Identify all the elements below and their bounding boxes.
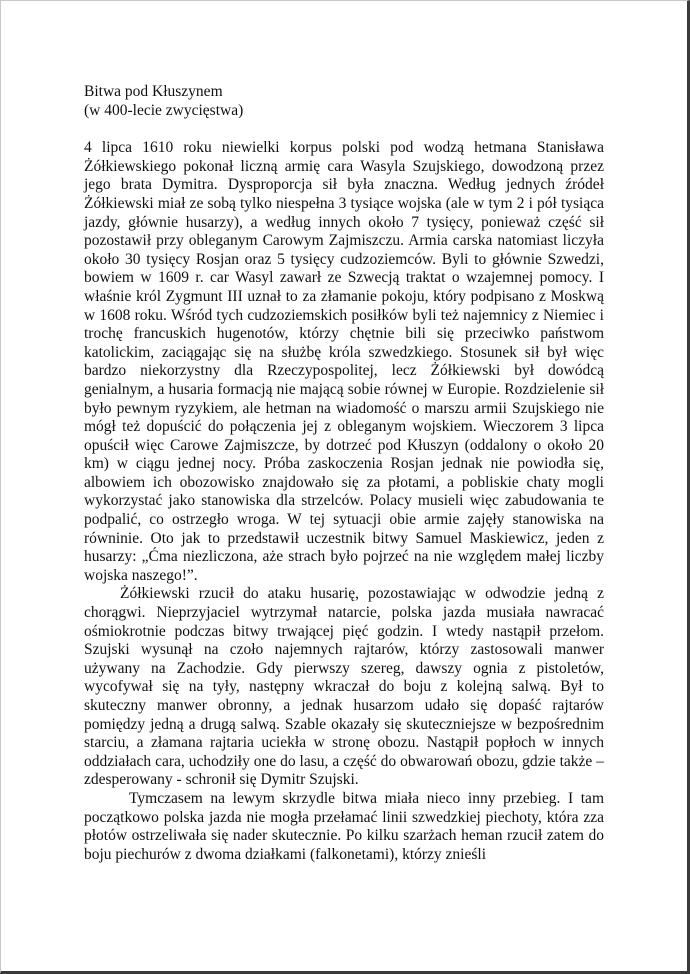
title-spacer: [84, 120, 604, 139]
document-body: [84, 83, 604, 864]
paragraph: Żółkiewski rzucił do ataku husarię, pozostawiając w odwodzie jedną z chorągwi. Nieprzyjaciel wytrzymał natarcie, polska jazda musiała nawracać ośmiokrotnie podczas bitwy trwającej pięć godzin. I wtedy nastąpił przełom. Szujski wysunął na czoło najemnych rajtarów, którzy zastosowali manwer używany na Zachodzie. Gdy pierwszy szereg, dawszy ognia z pistoletów, wycofywał się na tyły, następny wkraczał do boju z kolejną salwą. Był to skuteczny manwer obronny, a jednak husarzom udało się dopaść rajtarów pomiędzy jedną a drugą salwą. Szable okazały się skuteczniejsze w bezpośrednim starciu, a złamana rajtaria uciekła w stronę obozu. Nastąpił popłoch w innych oddziałach cara, uchodziły one do lasu, a część do obwarowań obozu, gdzie także – zdesperowany - schronił się Dymitr Szujski.: [84, 585, 604, 789]
document-title: Bitwa pod Kłuszynem: [84, 83, 223, 100]
paragraph: Tymczasem na lewym skrzydle bitwa miała nieco inny przebieg. I tam początkowo polska jazda nie mogła przełamać linii szwedzkiej piechoty, która zza płotów ostrzeliwała się nader skutecznie. Po kilku szarżach heman rzucił zatem do boju piechurów z dwoma działkami (falkonetami), którzy znieśli: [84, 789, 604, 863]
paragraph: 4 lipca 1610 roku niewielki korpus polski pod wodzą hetmana Stanisława Żółkiewskiego pokonał liczną armię cara Wasyla Szujskiego, dowodzoną przez jego brata Dymitra. Dysproporcja sił była znaczna. Według jednych źródeł Żółkiewski miał ze sobą tylko niespełna 3 tysiące wojska (ale w tym 2 i pół tysiąca jazdy, głównie husarzy), a według innych około 7 tysięcy, ponieważ część sił pozostawił przy obleganym Carowym Zajmiszczu. Armia carska natomiast liczyła około 30 tysięcy Rosjan oraz 5 tysięcy cudzoziemców. Byli to głównie Szwedzi, bowiem w 1609 r. car Wasyl zawarł ze Szwecją traktat o wzajemnej pomocy. I właśnie król Zygmunt III uznał to za złamanie pokoju, który podpisano z Moskwą w 1608 roku. Wśród tych cudzoziemskich posiłków byli też najemnicy z Niemiec i trochę francuskich hugenotów, którzy chętnie bili się przeciwko państwom katolickim, zaciągając się na służbę króla szwedzkiego. Stosunek sił był więc bardzo niekorzystny dla Rzeczypospolitej, lecz Żółkiewski był dowódcą genialnym, a husaria formacją nie mającą sobie równej w Europie. Rozdzielenie sił było pewnym ryzykiem, ale hetman na wiadomość o marszu armii Szujskiego nie mógł też dopuścić do połączenia jej z obleganym wojskiem. Wieczorem 3 lipca opuścił więc Carowe Zajmiszcze, by dotrzeć pod Kłuszyn (oddalony o około 20 km) w ciągu jednej nocy. Próba zaskoczenia Rosjan jednak nie powiodła się, albowiem ich obozowisko znajdowało się za płotami, a pobliskie chaty mogli wykorzystać jako stanowiska dla strzelców. Polacy musieli więc zabudowania te podpalić, co ostrzegło wroga. W tej sytuacji obie armie zajęły stanowiska na równinie. Oto jak to przedstawił uczestnik bitwy Samuel Maskiewicz, jeden z husarzy: „Ćma niezliczona, aże strach było pojrzeć na nie względem małej liczby wojska naszego!”.: [84, 139, 604, 584]
document-subtitle: (w 400-lecie zwycięstwa): [84, 101, 244, 119]
